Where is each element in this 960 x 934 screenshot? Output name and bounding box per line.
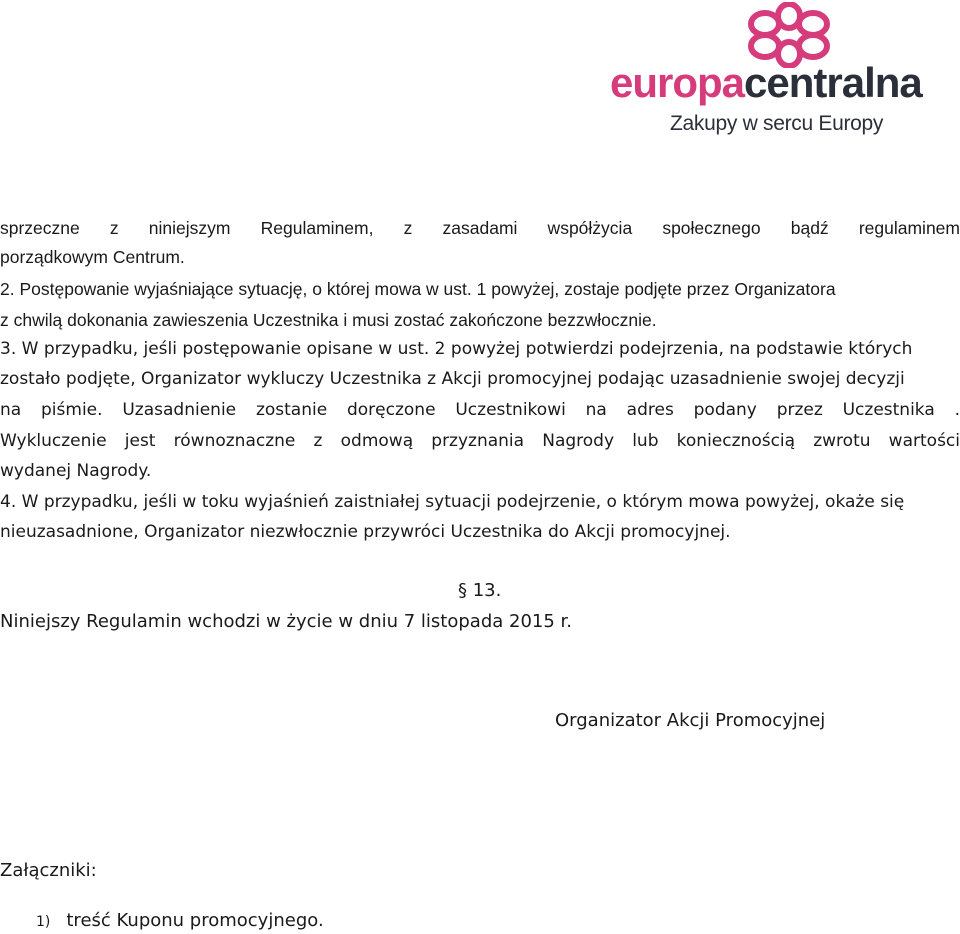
attachment-number: 1)	[36, 914, 51, 930]
paragraph-line: Wykluczenie jest równoznaczne z odmową przyznania Nagrody lub koniecznością zwrotu wartości	[0, 431, 960, 451]
attachment-text: treść Kuponu promocyjnego.	[66, 910, 324, 931]
paragraph-line: 4. W przypadku, jeśli w toku wyjaśnień zaistniałej sytuacji podejrzenie, o którym mowa powyżej, okaże się	[0, 492, 905, 512]
logo-word-europa: europa	[610, 59, 745, 106]
attachment-item	[36, 910, 324, 931]
effective-date-text: Niniejszy Regulamin wchodzi w życie w dniu 7 listopada 2015 r.	[0, 611, 572, 632]
paragraph-line: porządkowym Centrum.	[0, 247, 185, 267]
paragraph-line: 2. Postępowanie wyjaśniające sytuację, o której mowa w ust. 1 powyżej, zostaje podjęte przez Organizatora	[0, 279, 836, 299]
attachments-heading: Załączniki:	[0, 860, 97, 881]
section-heading: § 13.	[458, 580, 502, 601]
paragraph-line: z chwilą dokonania zawieszenia Uczestnika i musi zostać zakończone bezzwłocznie.	[0, 310, 657, 330]
paragraph-line: zostało podjęte, Organizator wykluczy Uczestnika z Akcji promocyjnej podając uzasadnienie swojej decyzji	[0, 369, 905, 389]
logo-tagline: Zakupy w sercu Europy	[670, 112, 884, 135]
paragraph-line: 3. W przypadku, jeśli postępowanie opisane w ust. 2 powyżej potwierdzi podejrzenia, na podstawie których	[0, 339, 913, 359]
logo-wordmark	[610, 59, 960, 106]
paragraph-line: sprzeczne z niniejszym Regulaminem, z zasadami współżycia społecznego bądź regulaminem	[0, 218, 960, 238]
europa-centralna-logo	[600, 0, 960, 150]
paragraph-line: nieuzasadnione, Organizator niezwłocznie przywróci Uczestnika do Akcji promocyjnej.	[0, 522, 731, 542]
logo-word-centralna: centralna	[744, 59, 922, 106]
paragraph-line: wydanej Nagrody.	[0, 461, 152, 481]
signature-label: Organizator Akcji Promocyjnej	[555, 710, 826, 731]
paragraph-line: na piśmie. Uzasadnienie zostanie doręczone Uczestnikowi na adres podany przez Uczestnika .	[0, 400, 960, 420]
